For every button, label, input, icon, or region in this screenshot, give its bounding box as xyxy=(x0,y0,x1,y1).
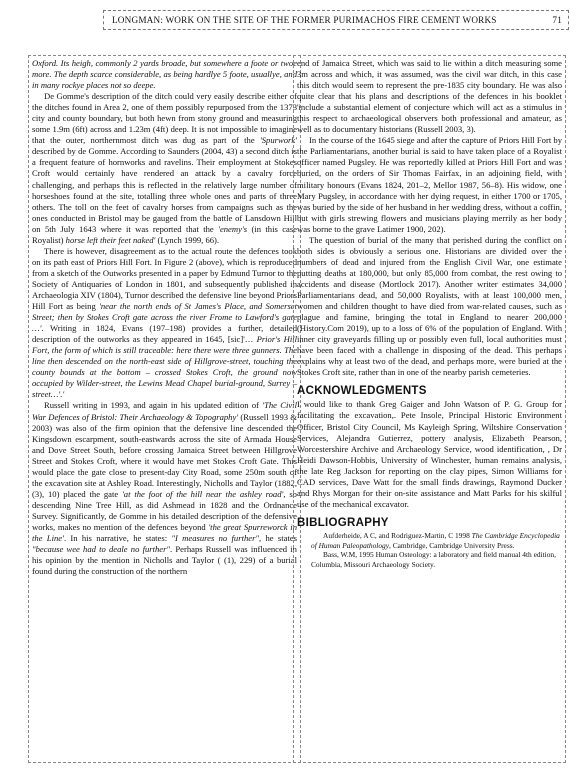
text-run: , so descending Nine Tree Hill, as did Ashmead in 1828 and the Ordnance Survey. Significantly, de Gomme in his detailed description of the defensive works, makes no mention of the defences beyond xyxy=(32,488,297,532)
text-run: There is however, disagreement as to the actual route the defences took on its path east of Priors Hill Fort. In Figure 2 (above), which is reproduced from a sketch of the Outworks presented in a paper by Edmund Turnor to the Society of Antiquaries of London in 1801, and subsequently published in Archaeologia XIV (1804), Turnor described the defensive line beyond Priors Hill Fort as being xyxy=(32,245,297,312)
text-run: , Cambridge, Cambridge University Press. xyxy=(389,540,515,550)
acknowledgments-heading: ACKNOWLEDGMENTS xyxy=(297,385,427,398)
text-run: . In his narrative, he states: xyxy=(63,533,172,544)
acknowledgments-text: I would like to thank Greg Gaiger and John Watson of P. G. Group for facilitating the excavation,. Pete Insole, Principal Historic Environment Officer, Bristol City Council, Ms Kayleigh Spring, Wiltshire Conservation Services, Alejandra Gutierrez, pottery analysis, Elizabeth Pearson, Worcestershire Archive and Archaeology Service, wood identification, , Dr Heidi Dawson-Hobbis, University of Winchester, human remains analysis, the late Reg Jackson for reporting on the clay pipes, Simon Williams for CAD services, Dave Watt for the small finds drawings, Raymond Ducker and Rhys Morgan for their on-site assistance and Matt Parks for his skilful use of the mechanical excavator. xyxy=(297,399,562,509)
left-column xyxy=(28,55,301,763)
text-run: Russell writing in 1993, and again in his updated edition of xyxy=(44,400,263,411)
running-header xyxy=(103,10,569,30)
text-run: (Lynch 1999, 66). xyxy=(155,234,220,245)
page-number: 71 xyxy=(552,15,562,25)
text-run: De Gomme's description of the ditch could very easily describe either of the ditches found in Area 2, one of them possibly repurposed from the 1373 city and county boundary, but both hewn from stony ground and measuring some 1.9m (6ft) across and 1.23m (4ft) deep. It is not impossible to imagine that the outer, northernmost ditch was dug as part of the xyxy=(32,91,297,146)
text-run: . Perhaps Russell was influenced in his opinion by the mention in Nicholls and Taylor ( (1), 229) of a burial found during the construction of the northern xyxy=(32,544,297,577)
body-paragraph xyxy=(32,91,297,246)
text-run: "I measures no further" xyxy=(171,533,260,544)
body-paragraph: In the course of the 1645 siege and after the capture of Priors Hill Fort by the Parliamentarians, another burial is said to have taken place of a Royalist officer named Pugsley. He was reportedly killed at Priors Hill Fort and was buried, on the orders of Sir Thomas Fairfax, in an adjoining field, with military honours (Evans 1824, 201–2, Mellor 1987, 56–8). His widow, one Mary Pugsley, in accordance with her dying request, in either 1700 or 1705, was buried by the side of her husband in her wedding dress, without a coffin, but with girls strewing flowers and musicians playing merrily as her body was borne to the grave Latimer 1900, 202). xyxy=(297,135,562,234)
text-run: (in this case Royalist) xyxy=(32,223,297,245)
text-run: Prior's Hill Fort, the form of which is still traceable: here there were three gunners. The line then descended on the north-east side of Hillgrove-street, touching the county bounds at the bottom – crossed Stokes Croft, the ground now occupied by Wilder-street, the Lewins Mead Chapel burial-ground, Surrey –street…'.' xyxy=(32,334,297,400)
text-run: 'Spurwork' xyxy=(259,135,297,146)
quote-paragraph: Oxford. Its heigh, commonly 2 yards broade, but somewhere a foote or twoe more. The depth scarce considerable, as being hardlye 5 foote, usuallye, and in many rockye places not so deepe. xyxy=(32,58,297,91)
text-run: horse left their feet naked' xyxy=(65,234,156,245)
text-run: 'The Civil War Defences of Bristol: Their Archaeology & Topography' xyxy=(32,400,297,422)
text-run: The Cambridge Encyclopedia of Human Paleopathology xyxy=(311,530,560,550)
bibliography-entry: Bass, W.M, 1995 Human Osteology: a laboratory and field manual 4th edition, Columbia, Missouri Archaeology Society. xyxy=(311,550,556,569)
bibliography-heading: BIBLIOGRAPHY xyxy=(297,516,389,529)
body-paragraph: The question of burial of the many that perished during the conflict on both sides is obviously a serious one. Historians are divided over the numbers of dead and injured from the English Civil War, one estimate putting deaths at 180,000, but only 85,000 from combat, the rest owing to accidents and disease (Mortlock 2017). Another writer estimates 34,000 Parliamentarians dead, and 50,000 Royalists, with at least 100,000 men, women and children thought to have died from war-related causes, such as plague and famine, bringing the total in England to nearer 200,000 (History.Com 2019), up to a loss of 6% of the population of England. With inner city graveyards filling up or possibly even full, local authorities must have been faced with a challenge in disposing of the dead. This perhaps explains why at least two of the dead, and perhaps more, were buried at the Stokes Croft site, rather than in one of the nearby parish cemeteries. xyxy=(297,234,562,378)
text-run: . Writing in 1824, Evans (197–198) provides a further, detailed description of the outworks as they appeared in 1645, [sic]'… xyxy=(32,323,297,345)
text-run: described by de Gomme. According to Saunders (2004, 43) a second ditch is a frequent feature of hornworks and ravelins. Their employment at Stokes Croft would certainly have rendered an attack by a cavalry force challenging, and perhaps this is reflected in the relatively large number of horseshoes found at the site, totalling three whole ones and parts of three others. The toll on the feet of cavalry horses from campaigns such as the ones conducted in Bristol may be gauged from the battle of Lansdown Hill on 5th July 1643 where it was reported that the xyxy=(32,146,297,234)
header-title: LONGMAN: WORK ON THE SITE OF THE FORMER PURIMACHOS FIRE CEMENT WORKS xyxy=(112,15,497,25)
text-run: "because wee had to deale no further" xyxy=(32,544,171,555)
text-run: 'near the north ends of St James's Place, and Somerset Street; then by Stokes Croft gate across the river Frome to Lawford's gate …' xyxy=(32,301,297,334)
text-run: 'the great Spurreworck in the Line' xyxy=(32,521,297,544)
body-paragraph xyxy=(32,400,297,577)
text-run: , he states xyxy=(259,533,298,544)
text-run: (Russell 1993 & 2003) was also of the firm opinion that the defensive line descended the Kingsdown escarpment, south-eastwards across the site of Armada House and Dove Street South, before crossing Jamaica Street between Hillgrove Street and Stokes Croft, where it would have met Stokes Croft Gate. This would place the gate close to present-day City Road, some 250m south of the excavation site at Ashley Road. Interestingly, Nicholls and Taylor (1882, (3), 10) placed the gate xyxy=(32,411,297,499)
text-run: 'enemy's xyxy=(218,223,248,234)
text-run: 'at the foot of the hill near the ashley road' xyxy=(121,488,284,499)
body-paragraph xyxy=(32,246,297,401)
bibliography-entry xyxy=(297,531,562,550)
body-paragraph: end of Jamaica Street, which was said to lie within a ditch measuring some 3m across and which, it was assumed, was the civil war ditch, in this case this ditch would seem to represent the pre-1835 city boundary. He was also quite clear that his plans and descriptions of the defences in his booklet 'include a substantial element of conjecture which will act as a stimulus in this respect to archaeological observers both professional and amateur, as well as to documentary historians (Russell 2003, 3). xyxy=(297,58,562,135)
text-run: Aufderheide, A C, and Rodriguez-Martin, C 1998 xyxy=(323,530,472,540)
right-column xyxy=(293,55,566,763)
